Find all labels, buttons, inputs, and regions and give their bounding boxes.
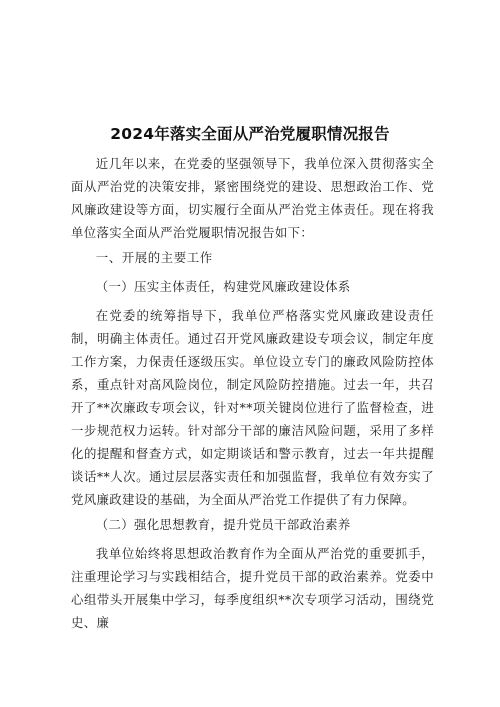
subsection-heading-education: （二）强化思想教育，提升党员干部政治素养 xyxy=(95,517,351,532)
document-title: 2024年落实全面从严治党履职情况报告 xyxy=(110,125,390,143)
intro-paragraph: 近几年以来，在党委的坚强领导下，我单位深入贯彻落实全面从严治党的决策安排，紧密围绕党的建设、思想政治工作、党风廉政建设等方面，切实履行全面从严治党主体责任。现在将我单位落实全面从严治党履职情况报告如下： xyxy=(71,156,434,240)
responsibility-paragraph: 在党委的统筹指导下，我单位严格落实党风廉政建设责任制，明确主体责任。通过召开党风廉政建设专项会议，制定年度工作方案，力保责任逐级压实。单位设立专门的廉政风险防控体系，重点针对高风险岗位，制定风险防控措施。过去一年，共召开了**次廉政专项会议，针对**项关键岗位进行了监督检查，进一步规范权力运转。针对部分干部的廉洁风险问题，采用了多样化的提醒和督查方式，如定期谈话和警示教育，过去一年共提醒谈话**人次。通过层层落实责任和加强监督，我单位有效夯实了党风廉政建设的基础，为全面从严治党工作提供了有力保障。 xyxy=(71,308,434,507)
education-paragraph: 我单位始终将思想政治教育作为全面从严治党的重要抓手，注重理论学习与实践相结合，提升党员干部的政治素养。党委中心组带头开展集中学习，每季度组织**次专项学习活动，围绕党史、廉 xyxy=(71,546,434,630)
subsection-heading-responsibility: （一）压实主体责任，构建党风廉政建设体系 xyxy=(95,279,351,294)
section-heading-main-work: 一、开展的主要工作 xyxy=(95,250,213,265)
